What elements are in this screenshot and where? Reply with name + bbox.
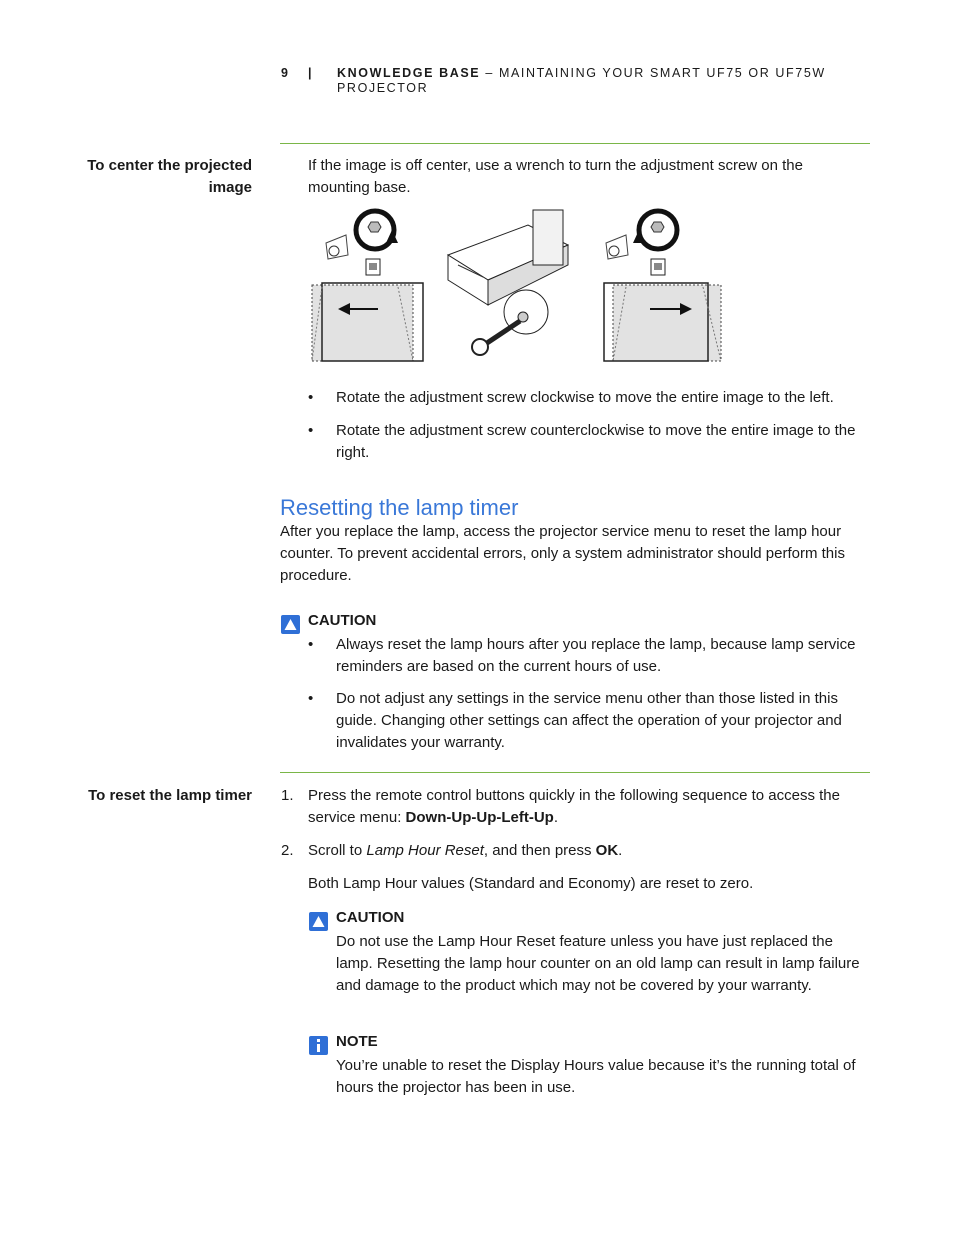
step-2: Scroll to Lamp Hour Reset, and then press OK.	[308, 842, 623, 859]
side-heading-reset: To reset the lamp timer	[88, 787, 252, 804]
projector-diagram	[448, 210, 568, 355]
menu-item-name: Lamp Hour Reset	[366, 842, 484, 859]
bullet-text: Always reset the lamp hours after you replace the lamp, because lamp service reminders are based on the current hours of use.	[336, 636, 856, 675]
caution-title: CAUTION	[336, 909, 405, 926]
caution-text: Do not use the Lamp Hour Reset feature unless you have just replaced the lamp. Resetting the lamp hour counter on an old lamp can result in lamp failure and damage to the product which may not be covered by your warranty.	[336, 933, 860, 994]
note-text: You’re unable to reset the Display Hours value because it’s the running total of hours the projector has been in use.	[336, 1057, 856, 1096]
step-number: 2.	[281, 842, 294, 859]
adjustment-illustration	[308, 205, 728, 365]
header-title	[337, 66, 837, 96]
header-separator: |	[308, 66, 312, 80]
rotate-clockwise-diagram	[312, 211, 423, 361]
info-icon	[309, 1036, 328, 1055]
step-1-text: Press the remote control buttons quickly in the following sequence to access the service menu:	[308, 787, 840, 826]
ok-key: OK	[595, 842, 619, 859]
bullet-text: Rotate the adjustment screw counterclockwise to move the entire image to the right.	[336, 422, 856, 461]
step-2-result: Both Lamp Hour values (Standard and Economy) are reset to zero.	[308, 875, 754, 892]
caution-icon	[309, 912, 328, 931]
bullet-text: Do not adjust any settings in the service menu other than those listed in this guide. Changing other settings can affect the operation of your projector and invalidates your warranty.	[336, 690, 842, 751]
lamp-intro: After you replace the lamp, access the projector service menu to reset the lamp hour counter. To prevent accidental errors, only a system administrator should perform this procedure.	[280, 523, 845, 584]
section-title: Resetting the lamp timer	[280, 495, 519, 520]
bullet-text: Rotate the adjustment screw clockwise to move the entire image to the left.	[336, 389, 834, 406]
center-intro: If the image is off center, use a wrench to turn the adjustment screw on the mounting base.	[308, 157, 803, 196]
note-title: NOTE	[336, 1033, 378, 1050]
header-title-rest: – MAINTAINING YOUR SMART UF75 OR UF75W PROJECTOR	[337, 66, 826, 95]
step-number: 1.	[281, 787, 294, 804]
section-divider	[280, 772, 870, 773]
step-1: Press the remote control buttons quickly in the following sequence to access the service menu: Down-Up-Up-Left-Up.	[308, 787, 840, 826]
page-number: 9	[281, 66, 288, 80]
button-sequence: Down-Up-Up-Left-Up	[405, 809, 554, 826]
header-brand: KNOWLEDGE BASE	[337, 66, 481, 80]
side-heading-center: To center the projected image	[87, 157, 252, 196]
rotate-counterclockwise-diagram	[604, 211, 721, 361]
caution-title: CAUTION	[308, 612, 377, 629]
section-divider	[280, 143, 870, 144]
caution-icon	[281, 615, 300, 634]
